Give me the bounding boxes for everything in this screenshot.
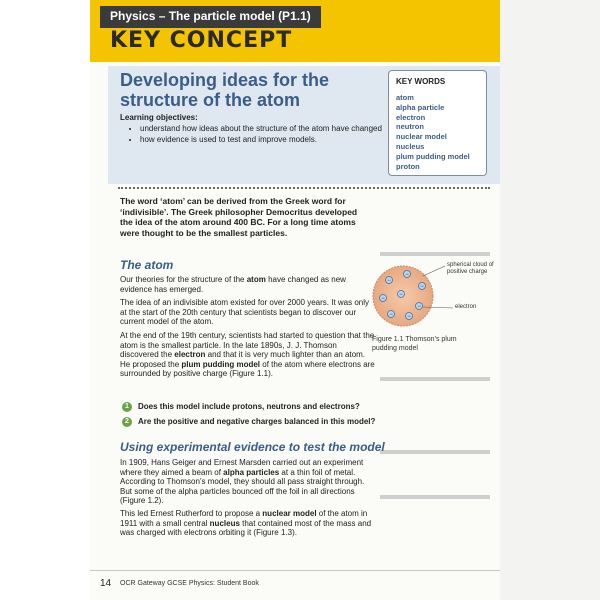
key-words-list bbox=[396, 93, 479, 171]
cloud-label: spherical cloud of positive charge bbox=[447, 262, 494, 275]
electron-sign: − bbox=[420, 284, 424, 290]
electron-sign: − bbox=[389, 312, 393, 318]
question-number-badge: 1 bbox=[122, 402, 132, 412]
electron-sign: − bbox=[399, 292, 403, 298]
key-words-box bbox=[388, 70, 487, 176]
key-word: electron bbox=[396, 112, 426, 122]
faint-bleedthrough bbox=[380, 495, 490, 499]
atom-paragraph-2: The idea of an indivisible atom existed for over 2000 years. It was only at the start of the 20th century that scientists began to discover our current model of the atom. bbox=[120, 298, 370, 326]
key-word: plum pudding model bbox=[396, 151, 470, 161]
learning-objectives-list bbox=[128, 124, 390, 146]
evidence-paragraph-2: This led Ernest Rutherford to propose a nuclear model of the atom in 1911 with a small central nucleus that contained most of the mass and was charged with electrons orbiting it (Figure 1.3). bbox=[120, 509, 372, 537]
evidence-paragraph-1: In 1909, Hans Geiger and Ernest Marsden carried out an experiment where they aimed a beam of alpha particles at a thin foil of metal. According to Thomson’s model, they should all pass straight through. But some of the alpha particles bounced off the foil in all directions (Figure 1.2). bbox=[120, 458, 365, 505]
section-label: Physics – The particle model (P1.1) bbox=[100, 6, 321, 28]
electron-sign: − bbox=[417, 304, 421, 310]
page-number: 14 bbox=[100, 578, 112, 589]
heading-experimental-evidence: Using experimental evidence to test the model bbox=[120, 440, 385, 454]
atom-paragraph-3: At the end of the 19th century, scientists had started to question that the atom is the smallest particle. In the late 1890s, J. J. Thomson discovered the electron and that it is very much lighter than an atom. He proposed the plum pudding model of the atom where electrons are surrounded by positive charge (Figure 1.1). bbox=[120, 331, 375, 378]
electron-sign: − bbox=[405, 272, 409, 278]
question-2 bbox=[122, 417, 375, 427]
key-words-title: KEY WORDS bbox=[396, 77, 446, 86]
footer-rule bbox=[90, 570, 500, 571]
plum-pudding-figure bbox=[365, 250, 500, 350]
key-word: neutron bbox=[396, 122, 424, 132]
electron-label: electron bbox=[455, 304, 477, 310]
book-title: OCR Gateway GCSE Physics: Student Book bbox=[120, 580, 259, 587]
faint-bleedthrough bbox=[380, 450, 490, 454]
heading-the-atom: The atom bbox=[120, 258, 174, 272]
right-margin bbox=[500, 0, 600, 600]
lead-paragraph: The word ‘atom’ can be derived from the Greek word for ‘indivisible’. The Greek philosopher Democritus developed the idea of the atom around 400 BC. For a long time atoms were thought to be the smallest particles. bbox=[120, 196, 358, 238]
electron-sign: − bbox=[407, 314, 411, 320]
atom-paragraph-1: Our theories for the structure of the atom have changed as new evidence has emerged. bbox=[120, 275, 346, 294]
electron-sign: − bbox=[387, 278, 391, 284]
electron-sign: − bbox=[381, 296, 385, 302]
question-1 bbox=[122, 402, 360, 412]
page-title: Developing ideas for the structure of the atom bbox=[120, 70, 330, 110]
key-word: nucleus bbox=[396, 141, 425, 151]
objective-item: • understand how ideas about the structure of the atom have changed bbox=[140, 124, 390, 134]
key-word: proton bbox=[396, 161, 420, 171]
left-margin bbox=[0, 0, 90, 600]
question-text: Does this model include protons, neutrons and electrons? bbox=[138, 402, 360, 412]
learning-objectives-label: Learning objectives: bbox=[120, 113, 198, 122]
key-word: nuclear model bbox=[396, 132, 447, 142]
cloud-leader-line bbox=[423, 266, 445, 276]
faint-bleedthrough bbox=[380, 377, 490, 381]
key-word: atom bbox=[396, 93, 414, 102]
question-text: Are the positive and negative charges balanced in this model? bbox=[138, 417, 376, 427]
question-number-badge: 2 bbox=[122, 417, 132, 427]
figure-caption: Figure 1.1 Thomson’s plum pudding model bbox=[372, 336, 457, 352]
banner-title: KEY CONCEPT bbox=[110, 28, 293, 53]
section-divider bbox=[118, 187, 490, 189]
key-word: alpha particle bbox=[396, 102, 445, 112]
objective-item: • how evidence is used to test and improve models. bbox=[140, 135, 390, 145]
